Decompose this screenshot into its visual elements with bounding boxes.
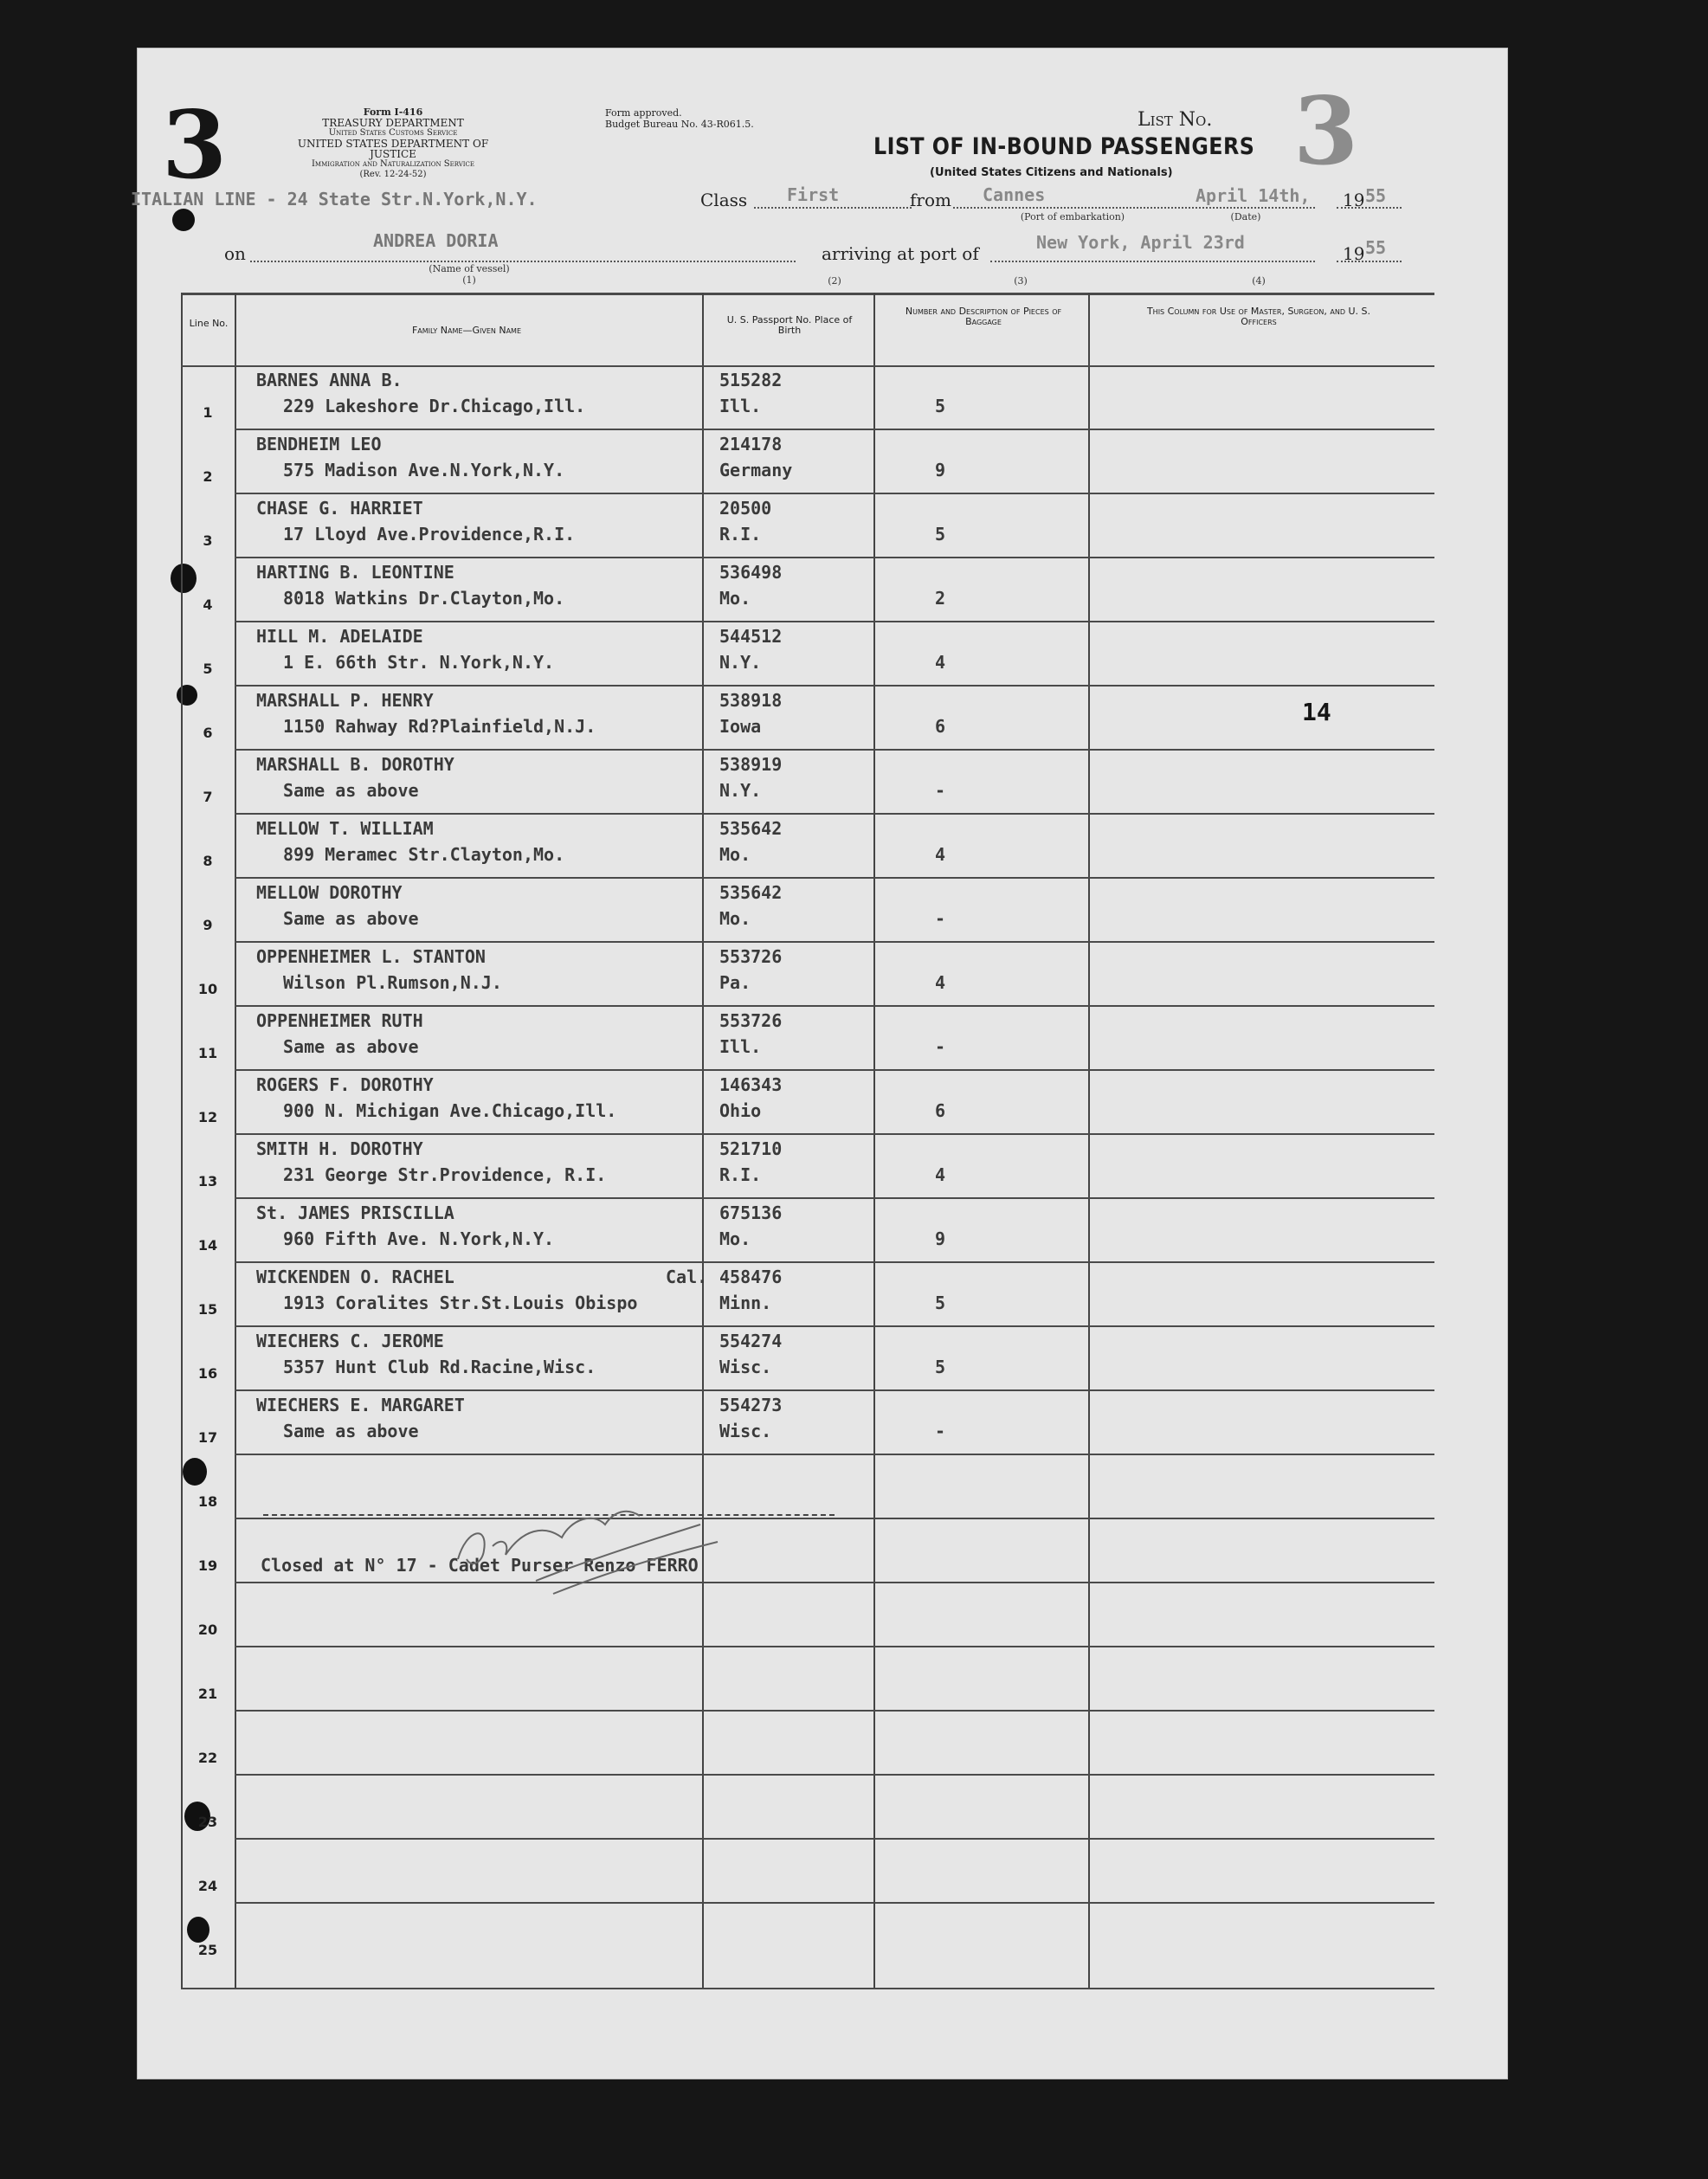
line-number: 19 [197, 1557, 218, 1574]
column-number-4: (4) [1252, 275, 1266, 287]
line-number: 13 [197, 1173, 218, 1189]
arrival-year-prefix: 19 [1343, 243, 1365, 264]
empty-table-row [181, 1776, 1434, 1840]
on-label: on [224, 243, 246, 264]
line-number: 1 [203, 404, 213, 421]
form-title: LIST OF IN-BOUND PASSENGERS [873, 133, 1255, 160]
baggage-count: 4 [934, 844, 946, 865]
passenger-address: 17 Lloyd Ave.Providence,R.I. [283, 524, 576, 545]
passenger-name: OPPENHEIMER RUTH [256, 1010, 423, 1031]
place-of-birth: Mo. [719, 1228, 751, 1249]
vessel-name: ANDREA DORIA [373, 230, 499, 251]
customs-label: United States Customs Service [328, 128, 458, 138]
baggage-count: 2 [934, 588, 946, 609]
baggage-count: 4 [934, 972, 946, 993]
passport-number: 535642 [719, 882, 783, 903]
table-row [181, 622, 1434, 687]
port-of-embarkation: Cannes [983, 184, 1046, 205]
table-row [181, 1391, 1434, 1455]
passport-number: 536498 [719, 562, 783, 583]
passenger-address: 575 Madison Ave.N.York,N.Y. [283, 460, 565, 480]
baggage-count: 4 [934, 1164, 946, 1185]
handwritten-signature [441, 1477, 752, 1607]
corner-number-stamp: 3 [1293, 77, 1359, 186]
officer-mark: 14 [1302, 698, 1331, 726]
passenger-name: ROGERS F. DOROTHY [256, 1074, 434, 1095]
baggage-count: 9 [934, 460, 946, 480]
passenger-name: WIECHERS E. MARGARET [256, 1395, 465, 1415]
form-approved: Form approved. [605, 107, 682, 119]
line-number: 16 [197, 1365, 218, 1382]
baggage-count: 5 [934, 396, 946, 416]
col-header-name: Family Name—Given Name [411, 325, 522, 336]
line-number: 6 [203, 725, 213, 741]
line-number: 25 [197, 1942, 218, 1958]
passport-number: 554273 [719, 1395, 783, 1415]
passport-number: 521710 [719, 1138, 783, 1159]
revision-label: (Rev. 12-24-52) [359, 170, 427, 179]
passenger-address: 1913 Coralites Str.St.Louis Obispo [283, 1293, 638, 1313]
passport-number: 675136 [719, 1202, 783, 1223]
passenger-address: 1 E. 66th Str. N.York,N.Y. [283, 652, 555, 673]
passenger-name: HARTING B. LEONTINE [256, 562, 454, 583]
passenger-address: 900 N. Michigan Ave.Chicago,Ill. [283, 1100, 617, 1121]
table-row [181, 943, 1434, 1007]
line-number: 14 [197, 1237, 218, 1254]
manifest-page [131, 48, 1508, 2079]
baggage-count: - [934, 780, 946, 801]
line-number: 11 [197, 1045, 218, 1061]
passenger-name: BARNES ANNA B. [256, 370, 403, 390]
year-suffix: 55 [1365, 185, 1387, 206]
vessel-caption-number: (1) [462, 274, 476, 286]
passenger-table [181, 293, 1434, 1989]
budget-block [605, 107, 754, 130]
empty-table-row [181, 1712, 1434, 1776]
baggage-count: 5 [934, 1357, 946, 1377]
passenger-address: Same as above [283, 908, 419, 929]
place-of-birth: N.Y. [719, 780, 762, 801]
passport-number: 535642 [719, 818, 783, 839]
form-subtitle: (United States Citizens and Nationals) [930, 166, 1173, 179]
passenger-address: 960 Fifth Ave. N.York,N.Y. [283, 1228, 555, 1249]
passenger-name: WIECHERS C. JEROME [256, 1331, 444, 1351]
table-row [181, 1263, 1434, 1327]
year-prefix: 19 [1343, 190, 1365, 210]
arrival-port-date: New York, April 23rd [1036, 232, 1245, 253]
place-of-birth: Iowa [719, 716, 762, 737]
passport-number: 146343 [719, 1074, 783, 1095]
place-of-birth: Mo. [719, 588, 751, 609]
passenger-name: HILL M. ADELAIDE [256, 626, 423, 647]
closing-note: Closed at N° 17 - Cadet Purser Renzo FERRO [261, 1555, 699, 1576]
empty-table-row [181, 1455, 1434, 1519]
treasury-label: TREASURY DEPARTMENT [322, 117, 464, 129]
passenger-address: 1150 Rahway Rd?Plainfield,N.J. [283, 716, 596, 737]
line-number: 10 [197, 981, 218, 997]
passenger-name: BENDHEIM LEO [256, 434, 382, 454]
passport-number: 544512 [719, 626, 783, 647]
from-label: from [910, 190, 951, 210]
port-embarkation-caption: (Port of embarkation) [1020, 211, 1125, 222]
passenger-name: MARSHALL B. DOROTHY [256, 754, 454, 775]
line-number: 3 [203, 532, 213, 549]
place-of-birth: Minn. [719, 1293, 772, 1313]
line-number: 24 [197, 1878, 218, 1894]
shipping-agent: ITALIAN LINE - 24 State Str.N.York,N.Y. [131, 189, 538, 210]
table-row [181, 1199, 1434, 1263]
line-number: 8 [203, 853, 213, 869]
list-no-label: List No. [1138, 109, 1213, 131]
place-of-birth: Wisc. [719, 1421, 772, 1441]
line-number: 7 [203, 789, 213, 805]
passport-number: 20500 [719, 498, 772, 519]
date-caption: (Date) [1230, 211, 1261, 222]
passport-number: 458476 [719, 1267, 783, 1287]
table-row [181, 430, 1434, 494]
place-of-birth: Ill. [719, 1036, 762, 1057]
line-number: 20 [197, 1621, 218, 1638]
punch-hole [172, 209, 195, 231]
line-number: 23 [197, 1814, 218, 1830]
place-of-birth: Ill. [719, 396, 762, 416]
table-row [181, 1007, 1434, 1071]
column-number-3: (3) [1014, 275, 1028, 287]
table-row [181, 494, 1434, 558]
place-of-birth: Pa. [719, 972, 751, 993]
line-number: 4 [203, 596, 213, 613]
passenger-address: Same as above [283, 1421, 419, 1441]
passenger-name: MELLOW T. WILLIAM [256, 818, 434, 839]
baggage-count: 4 [934, 652, 946, 673]
line-number: 12 [197, 1109, 218, 1125]
baggage-count: 5 [934, 1293, 946, 1313]
line-number: 2 [203, 468, 213, 485]
baggage-count: - [934, 1036, 946, 1057]
place-of-birth: R.I. [719, 524, 762, 545]
table-row [181, 815, 1434, 879]
passenger-name: MARSHALL P. HENRY [256, 690, 434, 711]
table-row [181, 687, 1434, 751]
immigration-label: Immigration and Naturalization Service [311, 159, 475, 169]
justice-label: UNITED STATES DEPARTMENT OF JUSTICE [297, 138, 489, 160]
baggage-count: - [934, 1421, 946, 1441]
form-agencies [293, 107, 493, 180]
baggage-count: 5 [934, 524, 946, 545]
budget-number: Budget Bureau No. 43-R061.5. [605, 119, 754, 130]
passenger-address: 899 Meramec Str.Clayton,Mo. [283, 844, 565, 865]
place-of-birth: N.Y. [719, 652, 762, 673]
table-row [181, 1071, 1434, 1135]
line-number: 18 [197, 1493, 218, 1510]
table-row [181, 1327, 1434, 1391]
vessel-caption-text: (Name of vessel) [429, 263, 510, 274]
arriving-label: arriving at port of [822, 243, 979, 264]
passenger-name: St. JAMES PRISCILLA [256, 1202, 454, 1223]
col-header-officers: This Column for Use of Master, Surgeon, and U. S. Officers [1146, 306, 1371, 327]
passenger-name-extra: Cal. [666, 1267, 708, 1287]
place-of-birth: Germany [719, 460, 793, 480]
line-number: 15 [197, 1301, 218, 1318]
table-row [181, 1135, 1434, 1199]
place-of-birth: Mo. [719, 908, 751, 929]
class-value: First [787, 184, 840, 205]
passenger-address: 5357 Hunt Club Rd.Racine,Wisc. [283, 1357, 596, 1377]
baggage-count: 9 [934, 1228, 946, 1249]
line-number: 9 [203, 917, 213, 933]
table-row [181, 751, 1434, 815]
baggage-count: - [934, 908, 946, 929]
line-number: 21 [197, 1686, 218, 1702]
passenger-address: Same as above [283, 780, 419, 801]
form-number: Form I-416 [363, 106, 423, 118]
passport-number: 554274 [719, 1331, 783, 1351]
passport-number: 553726 [719, 1010, 783, 1031]
col-header-line-no: Line No. [189, 318, 229, 329]
passport-number: 553726 [719, 946, 783, 967]
place-of-birth: Wisc. [719, 1357, 772, 1377]
empty-table-row [181, 1647, 1434, 1712]
place-of-birth: Ohio [719, 1100, 762, 1121]
passport-number: 538918 [719, 690, 783, 711]
passport-number: 515282 [719, 370, 783, 390]
passenger-address: Wilson Pl.Rumson,N.J. [283, 972, 502, 993]
passenger-name: SMITH H. DOROTHY [256, 1138, 423, 1159]
class-label: Class [700, 190, 748, 210]
passenger-name: WICKENDEN O. RACHEL [256, 1267, 454, 1287]
passenger-address: 229 Lakeshore Dr.Chicago,Ill. [283, 396, 586, 416]
empty-table-row [181, 1904, 1434, 1968]
passport-number: 538919 [719, 754, 783, 775]
passenger-name: CHASE G. HARRIET [256, 498, 423, 519]
passenger-address: 231 George Str.Providence, R.I. [283, 1164, 607, 1185]
baggage-count: 6 [934, 1100, 946, 1121]
col-header-baggage: Number and Description of Pieces of Baggage [905, 306, 1062, 327]
table-row [181, 879, 1434, 943]
empty-table-row [181, 1840, 1434, 1904]
embarkation-date: April 14th, [1196, 185, 1311, 206]
line-number: 5 [203, 661, 213, 677]
arrival-year-suffix: 55 [1365, 237, 1387, 258]
vessel-caption [413, 263, 525, 286]
passenger-name: OPPENHEIMER L. STANTON [256, 946, 486, 967]
passenger-address: 8018 Watkins Dr.Clayton,Mo. [283, 588, 565, 609]
line-number: 17 [197, 1429, 218, 1446]
col-header-passport: U. S. Passport No. Place of Birth [726, 314, 853, 336]
passenger-address: Same as above [283, 1036, 419, 1057]
table-row [181, 558, 1434, 622]
empty-table-row [181, 1583, 1434, 1647]
line-number: 22 [197, 1750, 218, 1766]
list-number-stamp: 3 [162, 91, 228, 200]
baggage-count: 6 [934, 716, 946, 737]
column-number-2: (2) [828, 275, 841, 287]
passenger-name: MELLOW DOROTHY [256, 882, 403, 903]
place-of-birth: Mo. [719, 844, 751, 865]
table-row [181, 366, 1434, 430]
place-of-birth: R.I. [719, 1164, 762, 1185]
passport-number: 214178 [719, 434, 783, 454]
